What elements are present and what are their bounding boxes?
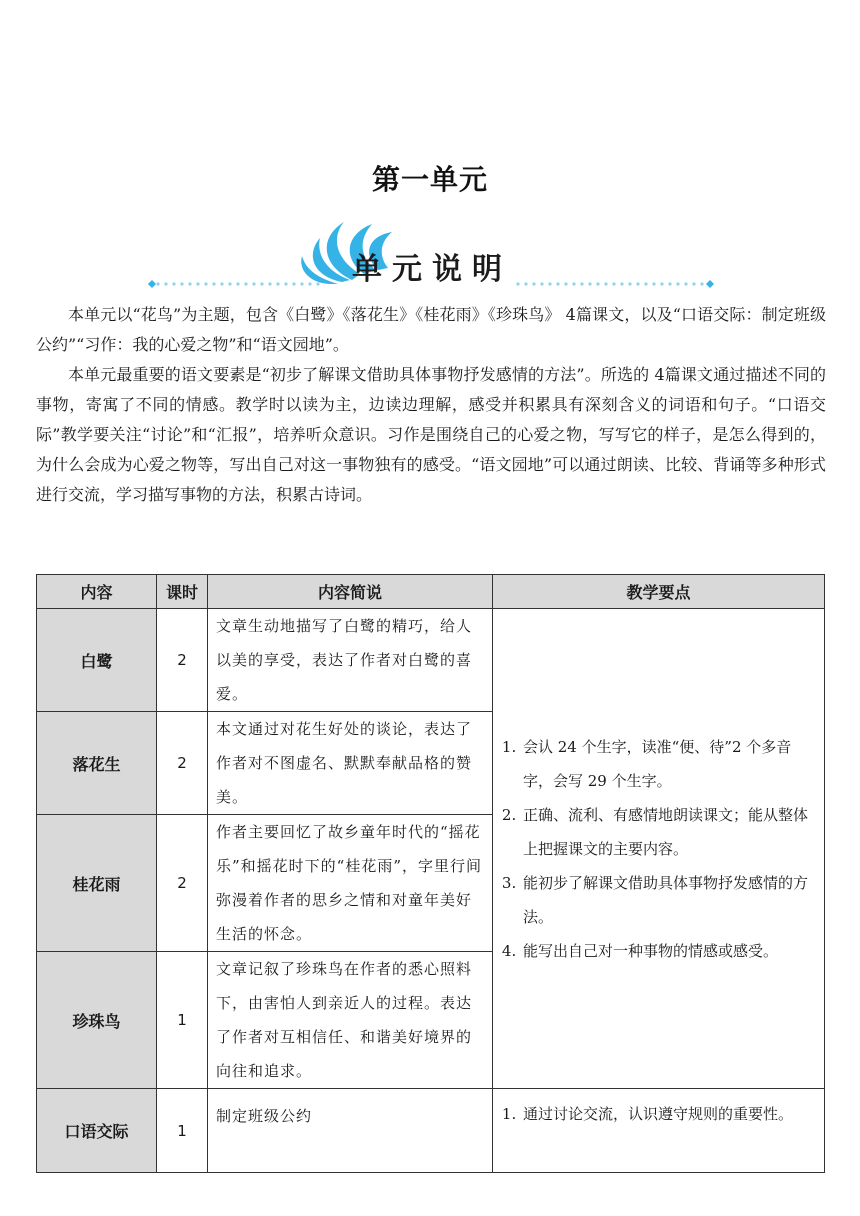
intro-paragraph: 本单元以“花鸟”为主题，包含《白鹭》《落花生》《桂花雨》《珍珠鸟》 4篇课文，以及“口语交际：制定班级公约”“习作：我的心爱之物”和“语文园地”。	[36, 305, 826, 354]
lesson-hours: 1	[157, 1089, 208, 1173]
column-header-summary: 内容简说	[208, 575, 493, 609]
lesson-summary: 作者主要回忆了故乡童年时代的“摇花乐”和摇花时下的“桂花雨”，字里行间弥漫着作者的思乡之情和对童年美好生活的怀念。	[208, 815, 493, 952]
key-point-item: 4. 能写出自己对一种事物的情感或感受。	[521, 934, 816, 968]
key-point-item: 1. 会认 24 个生字，读准“便、待”2 个多音字，会写 29 个生字。	[521, 730, 816, 798]
lesson-summary: 本文通过对花生好处的谈论，表达了作者对不图虚名、默默奉献品格的赞美。	[208, 712, 493, 815]
lesson-name: 桂花雨	[37, 815, 157, 952]
table-header-row	[37, 575, 825, 609]
table-row	[37, 1089, 825, 1173]
unit-plan-table	[36, 574, 825, 1173]
lesson-summary: 文章生动地描写了白鹭的精巧，给人以美的享受，表达了作者对白鹭的喜爱。	[208, 609, 493, 712]
lesson-hours: 2	[157, 609, 208, 712]
intro-paragraph: 本单元最重要的语文要素是“初步了解课文借助具体事物抒发感情的方法”。所选的 4篇课文通过描述不同的事物，寄寓了不同的情感。教学时以读为主，边读边理解，感受并积累具有深刻含义的词语和句子。“口语交际”教学要关注“讨论”和“汇报”，培养听众意识。习作是围绕自己的心爱之物，写写它的样子，是怎么得到的，为什么会成为心爱之物等，写出自己对这一事物独有的感受。“语文园地”可以通过朗读、比较、背诵等多种形式进行交流，学习描写事物的方法，积累古诗词。	[36, 365, 826, 504]
key-points-cell	[493, 609, 825, 1089]
lesson-hours: 2	[157, 712, 208, 815]
key-point-item: 3. 能初步了解课文借助具体事物抒发感情的方法。	[521, 866, 816, 934]
column-header-hours: 课时	[157, 575, 208, 609]
lesson-name: 落花生	[37, 712, 157, 815]
section-banner	[146, 214, 716, 294]
column-header-key-points: 教学要点	[493, 575, 825, 609]
unit-title: 第一单元	[371, 163, 488, 196]
lesson-hours: 2	[157, 815, 208, 952]
lesson-summary: 文章记叙了珍珠鸟在作者的悉心照料下，由害怕人到亲近人的过程。表达了作者对互相信任、和谐美好境界的向往和追求。	[208, 952, 493, 1089]
key-points-list	[503, 730, 816, 968]
unit-intro	[36, 300, 826, 510]
lesson-summary: 制定班级公约	[208, 1089, 493, 1173]
lesson-hours: 1	[157, 952, 208, 1089]
lesson-name: 珍珠鸟	[37, 952, 157, 1089]
section-banner-title: 单元说明	[352, 252, 512, 287]
table-row	[37, 609, 825, 712]
key-point-item: 1. 通过讨论交流，认识遵守规则的重要性。	[521, 1097, 816, 1131]
key-point-item: 2. 正确、流利、有感情地朗读课文；能从整体上把握课文的主要内容。	[521, 798, 816, 866]
key-points-cell	[493, 1089, 825, 1173]
lesson-name: 口语交际	[37, 1089, 157, 1173]
key-points-list	[503, 1097, 816, 1131]
column-header-content: 内容	[37, 575, 157, 609]
lesson-name: 白鹭	[37, 609, 157, 712]
